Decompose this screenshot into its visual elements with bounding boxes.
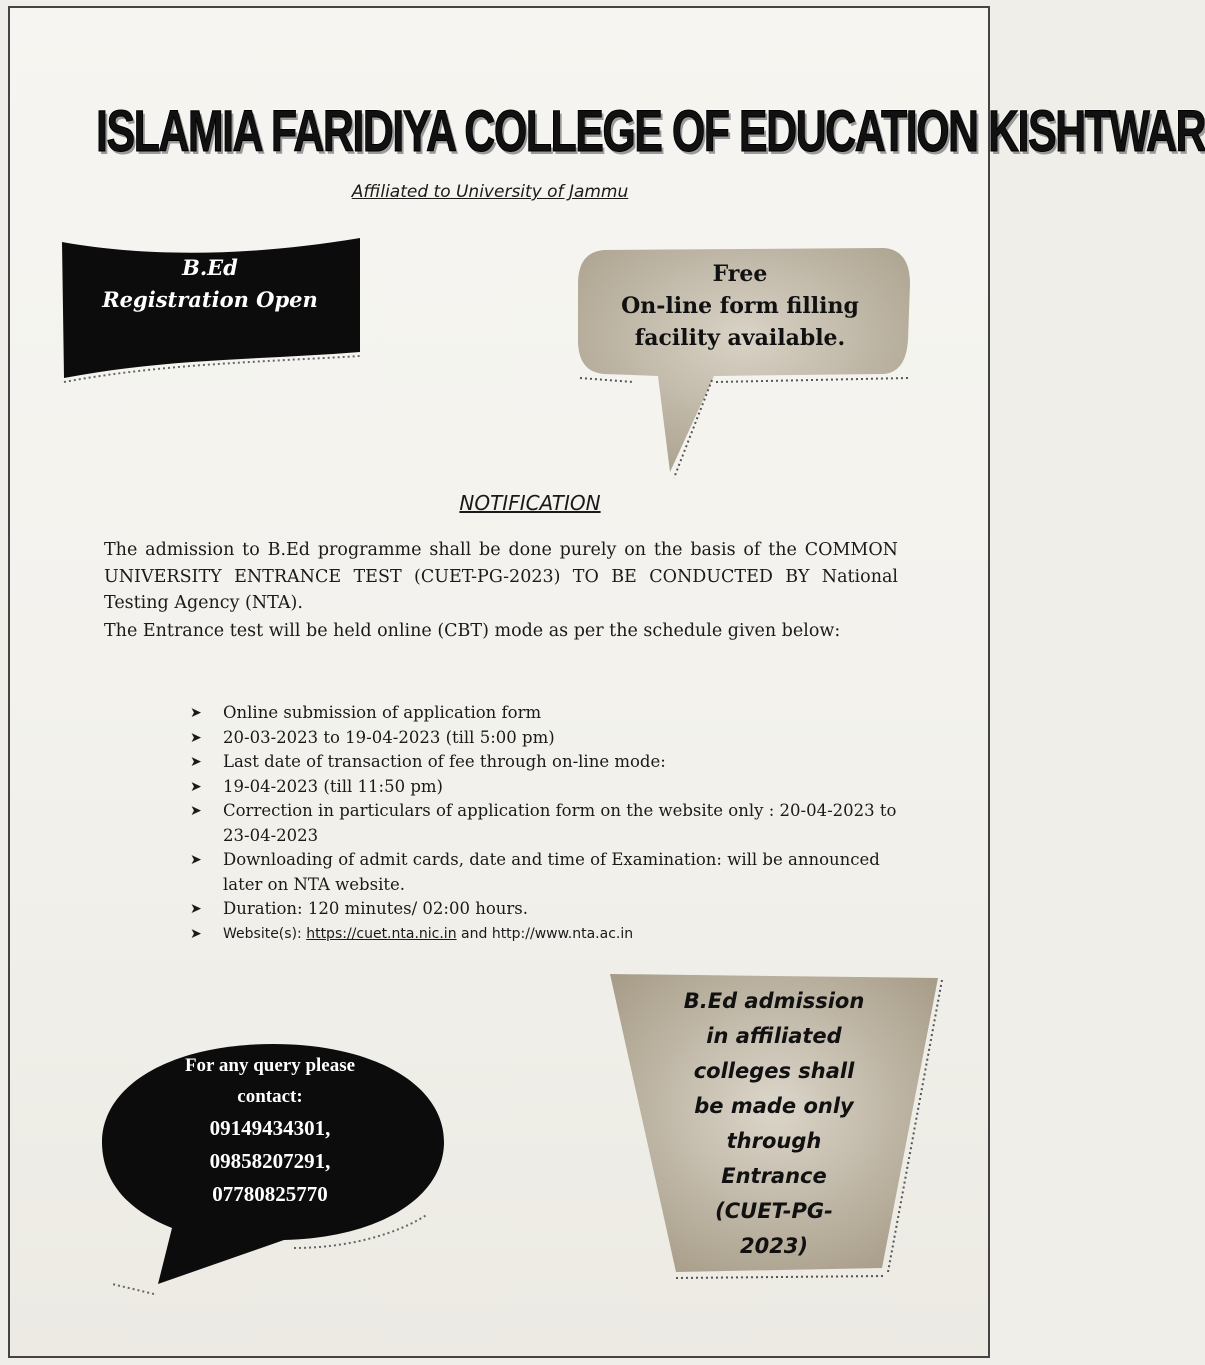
phone-number: 07780825770 [212, 1182, 328, 1206]
list-item: ➤ Duration: 120 minutes/ 02:00 hours. [190, 897, 910, 922]
arrow-bullet-icon: ➤ [190, 901, 202, 917]
note-line: Entrance [721, 1164, 827, 1188]
note-line: 2023) [739, 1234, 809, 1258]
note-line: be made only [694, 1094, 854, 1118]
affiliation-text: Affiliated to University of Jammu [351, 182, 629, 202]
note-line: through [726, 1129, 822, 1153]
cuet-website-link[interactable]: https://cuet.nta.nic.in [306, 925, 457, 942]
contact-line-query: For any query please [184, 1055, 356, 1076]
arrow-bullet-icon: ➤ [190, 729, 202, 746]
arrow-bullet-icon: ➤ [190, 925, 202, 942]
notification-heading: NOTIFICATION [459, 491, 601, 515]
registration-flag-text [60, 252, 360, 316]
phone-number: 09149434301, [209, 1116, 331, 1140]
notification-paragraph-2: The Entrance test will be held online (CBT) mode as per the schedule given below: [104, 621, 841, 641]
schedule-list [190, 701, 910, 946]
list-item: ➤ Correction in particulars of application form on the website only : 20-04-2023 to 23-04-2023 [190, 801, 897, 845]
list-item: ➤ Last date of transaction of fee through on-line mode: [190, 750, 910, 775]
note-line: (CUET-PG- [715, 1199, 833, 1223]
admission-note-text [668, 984, 880, 1264]
note-line: in affiliated [706, 1024, 842, 1048]
arrow-bullet-icon: ➤ [190, 754, 202, 770]
phone-number: 09858207291, [209, 1149, 331, 1173]
callout-line-online: On-line form filling [621, 293, 859, 319]
list-item: ➤ 20-03-2023 to 19-04-2023 (till 5:00 pm) [190, 726, 910, 751]
callout-line-facility: facility available. [634, 325, 846, 351]
free-facility-text [590, 258, 890, 354]
arrow-bullet-icon: ➤ [190, 803, 202, 819]
website-join-text: and http://www.nta.ac.in [456, 925, 634, 942]
list-item: ➤ 19-04-2023 (till 11:50 pm) [190, 775, 910, 800]
arrow-bullet-icon: ➤ [190, 778, 202, 795]
arrow-bullet-icon: ➤ [190, 852, 202, 868]
website-label: Website(s): [223, 925, 307, 942]
contact-line-contact: contact: [237, 1086, 303, 1107]
college-title: ISLAMIA FARIDIYA COLLEGE OF EDUCATION KISHTWAR [96, 99, 1205, 164]
list-item: ➤ Downloading of admit cards, date and time of Examination: will be announced later on NTA website. [190, 850, 880, 894]
contact-text [150, 1050, 390, 1211]
list-item: ➤ Online submission of application form [190, 701, 910, 726]
note-line: colleges shall [693, 1059, 855, 1083]
flag-line-bed: B.Ed [182, 255, 238, 280]
flag-line-registration: Registration Open [102, 287, 318, 312]
website-list-item [190, 922, 910, 947]
callout-line-free: Free [712, 261, 768, 287]
arrow-bullet-icon: ➤ [190, 705, 202, 721]
notification-paragraph-1: The admission to B.Ed programme shall be done purely on the basis of the COMMON UNIVERSITY ENTRANCE TEST (CUET-PG-2023) TO BE CONDUCTED BY National Testing Agency (NTA). [104, 540, 898, 613]
note-line: B.Ed admission [683, 989, 865, 1013]
